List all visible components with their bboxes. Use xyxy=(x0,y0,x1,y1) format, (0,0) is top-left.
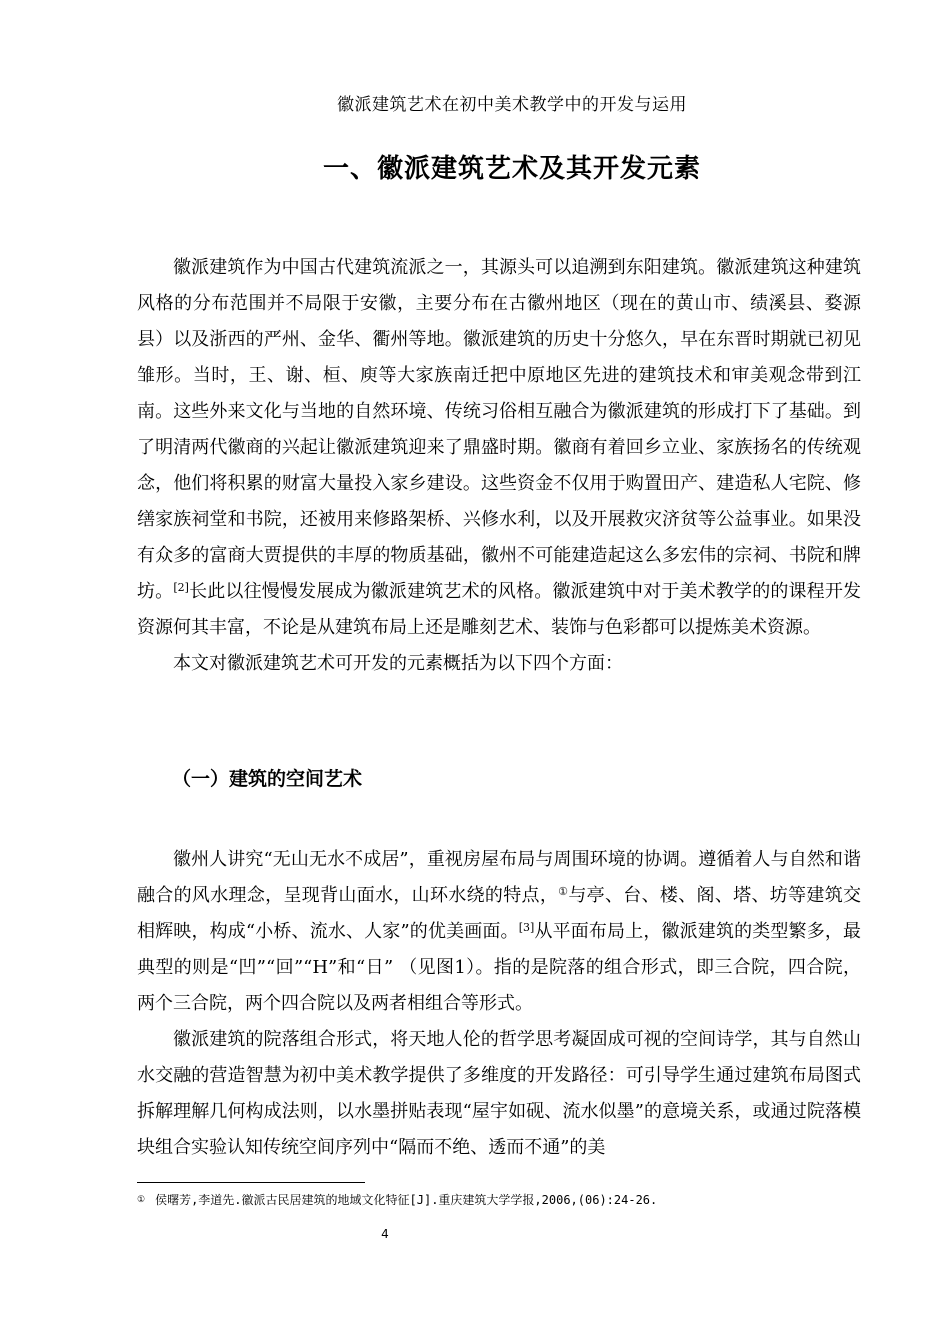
section1-paragraph-1-text-c: 从平面布局上，徽派建筑的类型繁多，最典型的则是“凹”“回”“H”和“日” （见图1）。指的是院落的组合形式，即三合院，四合院，两个三合院，两个四合院以及两者相组合等形式。 xyxy=(137,921,861,1014)
intro-paragraph-1-text-b: 长此以往慢慢发展成为徽派建筑艺术的风格。徽派建筑中对于美术教学的的课程开发资源何其丰富，不论是从建筑布局上还是雕刻艺术、装饰与色彩都可以提炼美术资源。 xyxy=(137,581,862,638)
section1-paragraph-1-text-b: 与亭、台、楼、阁、塔、坊等建筑交相辉映，构成“小桥、流水、人家”的优美画面。 xyxy=(137,885,862,942)
chapter-title: 一、徽派建筑艺术及其开发元素 xyxy=(322,154,701,184)
footnote-text: 侯曙芳,李道先.徽派古民居建筑的地域文化特征[J].重庆建筑大学学报,2006,(06):24-26. xyxy=(155,1193,658,1207)
footnote-marker: ① xyxy=(558,885,569,898)
footnote xyxy=(137,1192,861,1208)
section1-paragraph-2: 徽派建筑的院落组合形式，将天地人伦的哲学思考凝固成可视的空间诗学，其与自然山水交融的营造智慧为初中美术教学提供了多维度的开发路径：可引导学生通过建筑布局图式拆解理解几何构成法则，以水墨拼贴表现“屋宇如砚、流水似墨”的意境关系，或通过院落模块组合实验认知传统空间序列中“隔而不绝、透而不通”的美 xyxy=(137,1029,861,1158)
footnote-divider xyxy=(137,1182,365,1183)
intro-paragraph-2: 本文对徽派建筑艺术可开发的元素概括为以下四个方面： xyxy=(173,653,623,674)
section-heading: （一）建筑的空间艺术 xyxy=(172,768,363,790)
intro-paragraph-1-text-a: 徽派建筑作为中国古代建筑流派之一，其源头可以追溯到东阳建筑。徽派建筑这种建筑风格的分布范围并不局限于安徽，主要分布在古徽州地区（现在的黄山市、绩溪县、婺源县）以及浙西的严州、金华、衢州等地。徽派建筑的历史十分悠久，早在东晋时期就已初见雏形。当时，王、谢、桓、庾等大家族南迁把中原地区先进的建筑技术和审美观念带到江南。这些外来文化与当地的自然环境、传统习俗相互融合为徽派建筑的形成打下了基础。到了明清两代徽商的兴起让徽派建筑迎来了鼎盛时期。徽商有着回乡立业、家族扬名的传统观念，他们将积累的财富大量投入家乡建设。这些资金不仅用于购置田产、建造私人宅院、修缮家族祠堂和书院，还被用来修路架桥、兴修水利，以及开展救灾济贫等公益事业。如果没有众多的富商大贾提供的丰厚的物质基础，徽州不可能建造起这么多宏伟的宗祠、书院和牌坊。 xyxy=(137,257,861,602)
running-header: 徽派建筑艺术在初中美术教学中的开发与运用 xyxy=(337,95,687,115)
section1-body xyxy=(137,842,861,1166)
page-number: 4 xyxy=(381,1227,389,1241)
intro-body xyxy=(137,250,861,682)
section1-paragraph-1 xyxy=(137,842,861,1022)
citation-ref: [2] xyxy=(173,581,189,594)
intro-paragraph-1 xyxy=(137,250,861,646)
section1-paragraph-1-text-a: 徽州人讲究“无山无水不成居”，重视房屋布局与周围环境的协调。遵循着人与自然和谐融合的风水理念，呈现背山面水，山环水绕的特点， xyxy=(137,849,861,906)
citation-ref: [3] xyxy=(518,921,535,934)
footnote-mark: ① xyxy=(137,1195,146,1205)
